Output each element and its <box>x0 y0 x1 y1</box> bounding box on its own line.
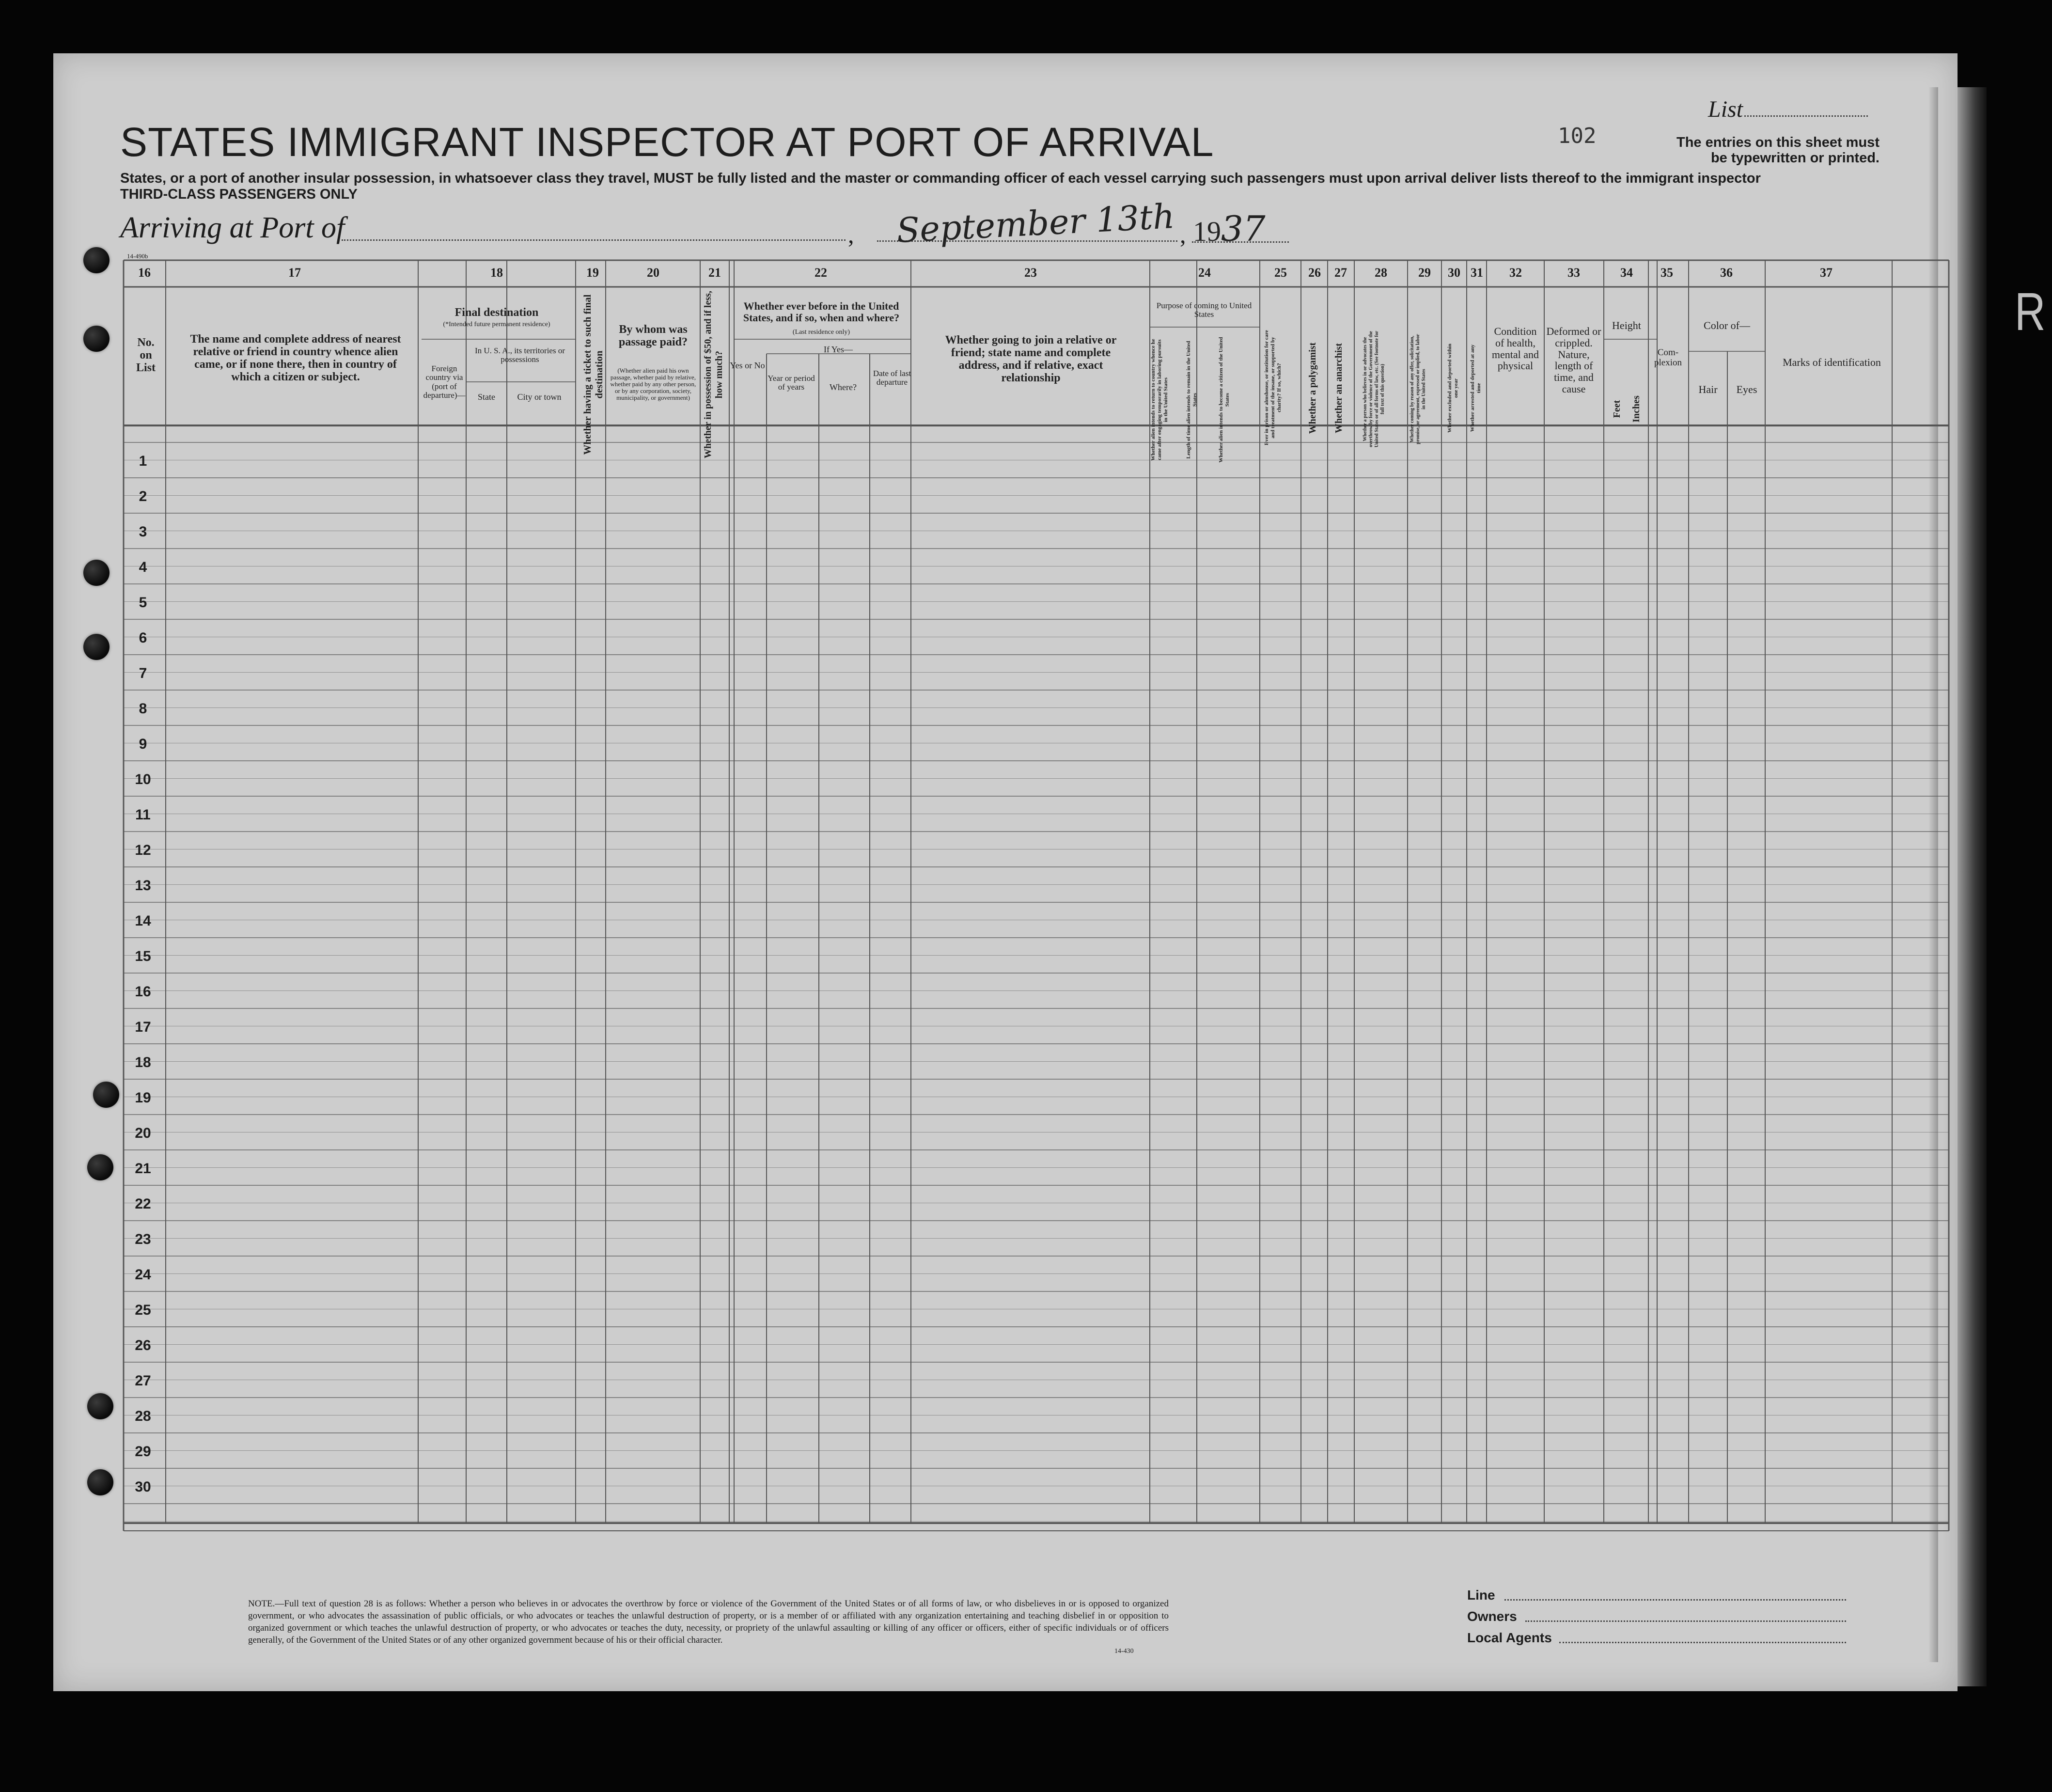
row-number: 26 <box>135 1337 151 1353</box>
col-number-26: 26 <box>1308 266 1321 280</box>
footer-form-code: 14-430 <box>1114 1648 1134 1655</box>
row-number: 10 <box>135 771 151 787</box>
passenger-class-line: THIRD-CLASS PASSENGERS ONLY <box>120 187 358 202</box>
punch-hole <box>87 1393 113 1419</box>
row-number: 24 <box>135 1267 151 1283</box>
local-agents-field[interactable] <box>1559 1642 1846 1643</box>
col-number-35: 35 <box>1660 266 1673 280</box>
year-separator: , <box>1180 221 1186 248</box>
header-join-relative: Whether going to join a relative or friend; state name and complete address, and if relative, exact relationship <box>945 334 1117 384</box>
header-yes-or-no: Yes or No <box>730 361 765 370</box>
row-number: 28 <box>135 1408 151 1424</box>
line-label: Line <box>1467 1588 1495 1603</box>
header-purpose-return: Whether alien intends to return to country whence he came after engaging temporarily in laboring pursuits in the United States <box>1150 339 1169 461</box>
header-possession-50: Whether in possession of $50, and if less, how much? <box>703 291 724 458</box>
handwritten-date: September 13th <box>895 196 1176 251</box>
row-number: 30 <box>135 1479 151 1495</box>
punch-hole <box>87 1469 113 1495</box>
entries-note-line-2: be typewritten or printed. <box>1710 150 1880 166</box>
col-number-20: 20 <box>647 266 659 280</box>
col-number-17: 17 <box>288 266 301 280</box>
line-field[interactable] <box>1504 1599 1846 1601</box>
header-arrested-deported: Whether arrested and deported at any time <box>1470 344 1482 432</box>
col-number-19: 19 <box>586 266 599 280</box>
col-number-33: 33 <box>1567 266 1580 280</box>
header-nearest-relative: The name and complete address of nearest relative or friend in country whence alien came, or if none there, then in country of which a citizen or subject. <box>190 333 401 383</box>
header-passage-paid-note: (Whether alien paid his own passage, whether paid by relative, whether paid by any other person, or by any corporation, society, municipality, or government) <box>610 367 696 402</box>
row-number: 2 <box>139 488 147 504</box>
owners-label: Owners <box>1467 1609 1517 1624</box>
header-question-28: Whether a person who believes in or advocates the overthrow by force or violence of the Government of the United States or of all forms of law, etc. (See footnote for full text of this question) <box>1363 330 1385 448</box>
punch-hole <box>83 634 110 660</box>
row-number: 9 <box>139 736 147 752</box>
header-inches: Inches <box>1631 395 1642 423</box>
header-city-or-town: City or town <box>517 392 562 402</box>
header-polygamist: Whether a polygamist <box>1307 342 1318 434</box>
header-purpose-citizen: Whether alien intends to become a citizen of the United States <box>1218 337 1230 463</box>
list-label: List <box>1708 96 1743 122</box>
row-number: 7 <box>139 665 147 681</box>
handwritten-year: 37 <box>1221 208 1266 249</box>
col-number-27: 27 <box>1334 266 1347 280</box>
header-year-or-period: Year or period of years <box>768 374 815 392</box>
row-number: 11 <box>135 807 151 823</box>
col-number-31: 31 <box>1471 266 1483 280</box>
row-number: 19 <box>135 1090 151 1106</box>
punch-hole <box>93 1082 119 1108</box>
row-number: 25 <box>135 1302 151 1318</box>
header-passage-paid: By whom was passage paid? <box>618 323 688 348</box>
punch-hole <box>83 560 110 586</box>
punch-hole <box>87 1154 113 1180</box>
row-number: 21 <box>135 1161 151 1177</box>
row-number: 14 <box>135 913 151 929</box>
col-number-30: 30 <box>1448 266 1460 280</box>
form-instructions: States, or a port of another insular possession, in whatsoever class they travel, MUST be fully listed and the master or commanding officer of each vessel carrying such passengers must upon arrival deliver lists thereof to the immigrant inspector <box>120 171 1761 186</box>
col-number-37: 37 <box>1820 266 1833 280</box>
header-foreign-country: Foreign country via (port of departure)— <box>423 364 466 400</box>
header-if-yes: If Yes— <box>823 345 853 354</box>
col-number-29: 29 <box>1418 266 1431 280</box>
row-number: 16 <box>135 984 151 1000</box>
question-28-footnote: NOTE.—Full text of question 28 is as follows: Whether a person who believes in or advocates the overthrow by force or violence of the Government of the United States or of all forms of law, or who disbelieves in or is opposed to organized government, or who advocates the assassination of public officials, or who advocates or teaches the unlawful destruction of property, or is a member of or affiliated with any organization entertaining and teaching disbelief in or opposition to organized government or which teaches the unlawful destruction of property, or who advocates or teaches the duty, necessity, or propriety of the unlawful assaulting or killing of any officer or officers, either of specific individuals or of officers generally, of the Government of the United States or of any other organized government because of his or their official character. <box>248 1599 1169 1645</box>
col-number-16: 16 <box>138 266 151 280</box>
header-height: Height <box>1612 319 1641 331</box>
row-number: 29 <box>135 1444 151 1460</box>
header-ticket: Whether having a ticket to such final destination <box>581 294 605 455</box>
date-separator: , <box>848 221 854 248</box>
arriving-port-label: Arriving at Port of <box>120 211 345 244</box>
header-final-destination-note: (*Intended future permanent residence) <box>443 321 550 328</box>
header-feet: Feet <box>1612 400 1622 418</box>
header-in-usa: In U. S. A., its territories or possessions <box>474 346 565 364</box>
row-number: 20 <box>135 1125 151 1141</box>
header-purpose: Purpose of coming to United States <box>1156 301 1252 319</box>
header-where: Where? <box>830 382 857 392</box>
row-number: 23 <box>135 1231 151 1247</box>
row-number: 1 <box>139 453 147 469</box>
header-hair: Hair <box>1698 383 1718 395</box>
header-color-of: Color of— <box>1704 319 1750 331</box>
row-number: 22 <box>135 1196 151 1212</box>
col-number-18: 18 <box>490 266 503 280</box>
header-state: State <box>478 392 495 402</box>
punch-hole <box>83 326 110 352</box>
header-prison-almshouse: Ever in prison or almshouse, or institution for care and treatment of the insane, or supported by charity? If so, which? <box>1264 330 1282 445</box>
col-number-36: 36 <box>1720 266 1733 280</box>
header-ever-before-note: (Last residence only) <box>792 329 850 336</box>
col-number-24: 24 <box>1198 266 1211 280</box>
header-anarchist: Whether an anarchist <box>1333 343 1344 433</box>
header-final-destination: Final destination <box>454 306 539 319</box>
col-number-22: 22 <box>815 266 827 280</box>
row-number: 5 <box>139 595 147 611</box>
margin-letter: R <box>2014 282 2046 342</box>
form-code: 14-490b <box>127 252 148 260</box>
row-number: 8 <box>139 701 147 717</box>
row-number: 27 <box>135 1373 151 1389</box>
col-number-34: 34 <box>1620 266 1633 280</box>
row-number: 17 <box>135 1019 151 1035</box>
header-no-on-list: No. on List <box>136 336 156 374</box>
col-number-32: 32 <box>1509 266 1522 280</box>
col-number-28: 28 <box>1375 266 1387 280</box>
local-agents-label: Local Agents <box>1467 1630 1552 1645</box>
owners-field[interactable] <box>1525 1620 1846 1622</box>
header-date-last-departure: Date of last departure <box>873 369 911 387</box>
form-title: STATES IMMIGRANT INSPECTOR AT PORT OF ARRIVAL <box>120 119 1214 165</box>
row-number: 6 <box>139 630 147 646</box>
row-number: 4 <box>139 559 147 575</box>
header-purpose-length: Length of time alien intends to remain in the United States <box>1186 341 1198 459</box>
col-number-25: 25 <box>1274 266 1287 280</box>
header-excluded-deported: Whether excluded and deported within one year <box>1447 344 1459 433</box>
entries-note-line-1: The entries on this sheet must <box>1676 135 1880 150</box>
row-number: 18 <box>135 1054 151 1070</box>
header-marks-identification: Marks of identification <box>1783 356 1881 368</box>
header-health-condition: Condition of health, mental and physical <box>1491 325 1539 372</box>
punch-hole <box>83 247 110 273</box>
stamped-page-number: 102 <box>1558 124 1597 148</box>
col-number-23: 23 <box>1024 266 1037 280</box>
row-number: 12 <box>135 842 151 858</box>
header-deformed: Deformed or crippled. Nature, length of time, and cause <box>1546 325 1601 395</box>
header-complexion: Com- plexion <box>1654 347 1682 368</box>
row-number: 13 <box>135 878 151 894</box>
row-number: 3 <box>139 524 147 540</box>
col-number-21: 21 <box>708 266 721 280</box>
header-eyes: Eyes <box>1736 383 1757 395</box>
row-number: 15 <box>135 948 151 964</box>
header-labor-offer: Whether coming by reason of any offer, solicitation, promise, or agreement, expressed or implied, to labor in the United States <box>1410 334 1426 444</box>
year-prefix: 19 <box>1193 216 1221 247</box>
header-ever-before-us: Whether ever before in the United States, and if so, when and where? <box>743 300 900 324</box>
